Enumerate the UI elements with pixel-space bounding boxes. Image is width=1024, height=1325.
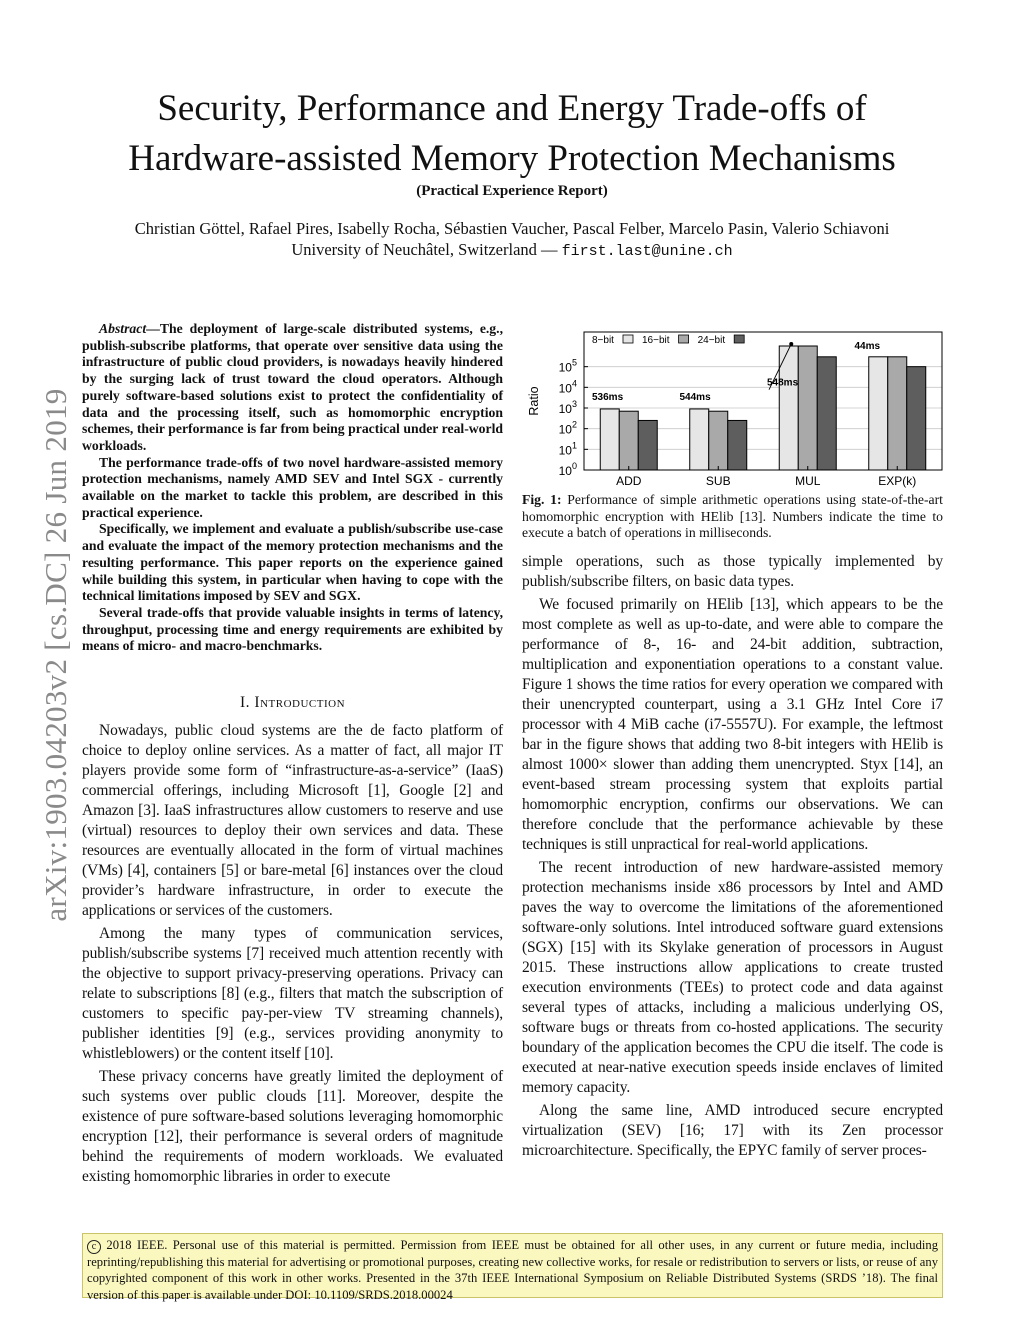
bar-annotation: 548ms (767, 377, 799, 389)
annotation-leader-dot (789, 342, 793, 346)
copyright-notice (82, 1233, 943, 1302)
y-tick-label (559, 358, 577, 375)
legend-swatch-1 (679, 335, 689, 343)
abstract-label: Abstract (99, 321, 147, 336)
y-tick-base: 10 (558, 443, 572, 458)
y-tick-exponent: 5 (571, 357, 577, 368)
right-paragraph-0: simple operations, such as those typically implemented by publish/subscribe filters, on basic data types. (522, 553, 943, 590)
bar-expk-series-2 (907, 367, 926, 470)
legend-label-2: 24−bit (697, 335, 726, 346)
paper-subtitle: (Practical Experience Report) (416, 183, 608, 199)
bar-expk-series-1 (888, 357, 907, 470)
figure-label: Fig. 1: (522, 492, 562, 507)
y-tick-base: 10 (558, 464, 572, 478)
section-number: I. (239, 694, 251, 711)
y-tick-exponent: 3 (571, 399, 577, 409)
email: first.last@unine.ch (561, 243, 733, 260)
bar-add-series-1 (619, 411, 638, 470)
right-paragraph-3: Along the same line, AMD introduced secure encrypted virtualization (SEV) [16; 17] with its Zen processor microarchitecture. Specifically, the EPYC family of server proces- (522, 1102, 943, 1159)
legend-label-0: 8−bit (592, 335, 614, 346)
affiliation: University of Neuchâtel, Switzerland — (291, 240, 558, 259)
y-tick-exponent: 1 (571, 440, 577, 451)
y-tick-base: 10 (558, 422, 572, 437)
abstract-paragraph-1: Abstract—The deployment of large-scale distributed systems, e.g., publish-subscribe platforms, that operate over sensitive data using the infrastructure of public cloud providers, is nowadays heavily hindered by the surging lack of trust toward the cloud operators. Although purely software-based solutions exist to protect the confidentiality of data and the processing itself, such as homomorphic encryption schemes, their performance is far from being practical under real-world workloads. (82, 321, 503, 453)
bar-annotation: 536ms (592, 391, 624, 403)
abstract-paragraph-2: The performance trade-offs of two novel hardware-assisted memory protection mechanisms, namely AMD SEV and Intel SGX - currently available on the market to tackle this problem, are described in this practical experience. (82, 454, 503, 520)
x-tick-label: ADD (616, 474, 642, 488)
bar-add-series-2 (638, 420, 657, 470)
bar-sub-series-2 (728, 420, 747, 470)
bar-annotation: 544ms (679, 391, 711, 403)
bar-sub-series-1 (709, 411, 728, 470)
y-axis-label: Ratio (527, 386, 541, 416)
introduction-text (82, 721, 503, 1187)
y-tick-label (559, 461, 577, 478)
copyright-icon: c (87, 1240, 101, 1254)
intro-paragraph-3: These privacy concerns have greatly limited the deployment of such systems over public clouds [11]. Moreover, despite the existence of pure software-based solutions leveraging homomorphic encryption [12], their performance is several orders of magnitude behind the requirements of modern workloads. We evaluated existing homomorphic libraries in order to execute (82, 1068, 503, 1185)
bar-annotation: 44ms (854, 341, 881, 353)
section-heading (82, 694, 503, 712)
y-tick-label (559, 399, 577, 416)
figure-caption (522, 492, 943, 542)
right-paragraph-2: The recent introduction of new hardware-assisted memory protection mechanisms inside x86 processors by Intel and AMD paves the way to overcome the limitations of the aforementioned software-only solutions. Intel introduced software guard extensions (SGX) [15] with its Skylake generation of processors in August 2015. These instructions allow applications to create trusted execution environments (TEEs) to protect code and data against several types of attacks, including a malicious underlying OS, software bugs or threats from co-hosted applications. The security boundary of the application becomes the CPU die itself. The code is executed at near-native execution speeds inside enclaves of limited memory capacity. (522, 859, 943, 1096)
copyright-text: 2018 IEEE. Personal use of this material is permitted. Permission from IEEE must be obtained for all other uses, in any current or future media, including reprinting/republishing this material for advertising or promotional purposes, creating new collective works, for resale or redistribution to servers or lists, or reuse of any copyrighted component of this work in other works. Presented in the 37th IEEE International Symposium on Reliable Distributed Systems (SRDS ’18). The final version of this paper is available under DOI: 10.1109/SRDS.2018.00024 (87, 1238, 938, 1302)
author-block (0, 218, 1024, 262)
arxiv-stamp: arXiv:1903.04203v2 [cs.DC] 26 Jun 2019 (38, 388, 73, 922)
y-tick-exponent: 2 (571, 419, 577, 430)
bar-sub-series-0 (690, 409, 709, 470)
figure-1-chart (522, 324, 943, 494)
right-column-text (522, 552, 943, 1161)
abstract-paragraph-4: Several trade-offs that provide valuable insights in terms of latency, throughput, processing time and energy requirements are exhibited by means of micro- and macro-benchmarks. (82, 604, 503, 654)
y-tick-label (559, 378, 577, 395)
title-line-1: Security, Performance and Energy Trade-offs of (157, 88, 867, 129)
y-tick-label (559, 420, 577, 437)
bar-mul-series-2 (817, 357, 836, 470)
bar-mul-series-0 (779, 346, 798, 470)
x-tick-label: MUL (795, 474, 821, 488)
y-tick-base: 10 (558, 402, 572, 416)
legend-swatch-2 (734, 335, 744, 343)
figure-caption-text: Performance of simple arithmetic operations using state-of-the-art homomorphic encryption with HElib [13]. Numbers indicate the time to execute a batch of operations in milliseconds. (522, 492, 943, 541)
y-tick-exponent: 0 (571, 461, 577, 471)
x-tick-label: SUB (705, 474, 731, 488)
y-tick-base: 10 (558, 360, 572, 375)
intro-paragraph-1: Nowadays, public cloud systems are the de facto platform of choice to deploy online services. As a matter of fact, all major IT players provide some form of “infrastructure-as-a-service” (IaaS) commercial offerings, including Microsoft [1], Google [2] and Amazon [3]. IaaS infrastructures allow customers to reserve and use (virtual) resources to deploy their own services and data. These resources are eventually allocated in the form of virtual machines (VMs) [4], containers [5] or bare-metal [6] instances over the cloud provider’s hardware infrastructure, in order to execute the applications or services of the customers. (82, 722, 503, 919)
bar-expk-series-0 (869, 357, 888, 470)
y-tick-label (559, 440, 577, 457)
intro-paragraph-2: Among the many types of communication services, publish/subscribe systems [7] received much attention recently with the objective to support privacy-preserving operations. Privacy can relate to subscriptions [8] (e.g., filters that match the subscription of customers to specific pay-per-view TV streaming channels), publisher identities [9] (e.g., services providing anonymity to whistleblowers) or the content itself [10]. (82, 925, 503, 1062)
bar-chart (522, 324, 943, 489)
title-line-2: Hardware-assisted Memory Protection Mechanisms (128, 138, 896, 179)
abstract-paragraph-3: Specifically, we implement and evaluate a publish/subscribe use-case and evaluate the impact of the memory protection mechanisms and the resulting performance. This paper reports on the experience gained while building this system, in particular when having to cope with the technical limitations imposed by SEV and SGX. (82, 521, 503, 604)
legend-swatch-0 (623, 335, 633, 343)
right-paragraph-1: We focused primarily on HElib [13], which appears to be the most complete as well as up-to-date, and were able to compare the performance of 8-, 16- and 24-bit addition, subtraction, multiplication and exponentiation operations to a constant value. Figure 1 shows the time ratios for every operation we compared with their unencrypted counterpart, using a 3.1 GHz Intel Core i7 processor with 4 MiB cache (i7-5557U). For example, the leftmost bar in the figure shows that adding two 8-bit integers with HElib is almost 1000× slower than adding them unencrypted. Styx [14], an event-based stream processing system that exploits partial homomorphic encryption, confirms our observations. We can therefore conclude that the performance achievable by these techniques is still unpractical for real-world applications. (522, 596, 943, 853)
affiliation-line (0, 239, 1024, 262)
author-list: Christian Göttel, Rafael Pires, Isabelly Rocha, Sébastien Vaucher, Pascal Felber, Marcelo Pasin, Valerio Schiavoni (134, 219, 890, 238)
y-tick-base: 10 (558, 381, 572, 396)
abstract (82, 321, 503, 655)
legend-label-1: 16−bit (642, 335, 670, 346)
bar-mul-series-1 (798, 346, 817, 470)
y-tick-exponent: 4 (571, 378, 577, 389)
paper-title (0, 84, 1024, 184)
x-tick-label: EXP(k) (878, 474, 917, 488)
bar-add-series-0 (600, 409, 619, 470)
section-title: Introduction (254, 694, 346, 711)
